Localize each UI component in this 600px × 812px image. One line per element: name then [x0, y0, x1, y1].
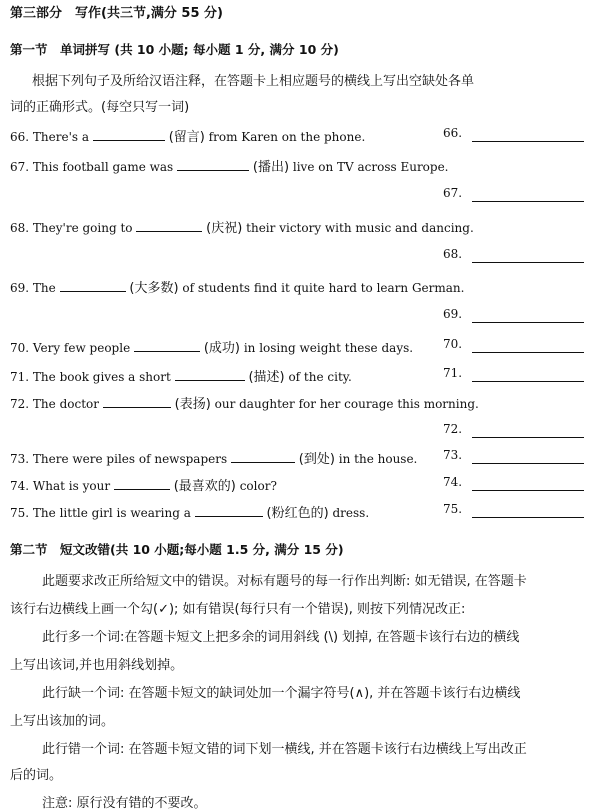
question-number: 74.	[10, 479, 30, 493]
hint: (大多数)	[129, 281, 179, 296]
answer-line-70[interactable]	[472, 351, 584, 353]
blank	[136, 220, 202, 232]
question-70	[10, 337, 413, 356]
blank	[177, 159, 249, 171]
question-text-pre: The little girl is wearing a	[32, 506, 191, 520]
answer-number-67: 67.	[443, 186, 463, 200]
question-text-pre: The doctor	[32, 397, 99, 411]
hint: (庆祝)	[206, 221, 243, 236]
answer-number-74: 74.	[443, 475, 463, 489]
section2-para1-line1: 此题要求改正所给短文中的错误。对标有题号的每一行作出判断: 如无错误, 在答题卡	[42, 574, 527, 589]
section2-para2-line1: 此行多一个词:在答题卡短文上把多余的词用斜线 (\) 划掉, 在答题卡该行右边的横线	[42, 630, 520, 645]
section2-title: 第二节 短文改错(共 10 小题;每小题 1.5 分, 满分 15 分)	[10, 542, 344, 557]
blank	[231, 451, 295, 463]
hint: (最喜欢的)	[173, 479, 236, 494]
section2-para3-line1: 此行缺一个词: 在答题卡短文的缺词处加一个漏字符号(∧), 并在答题卡该行右边横线	[42, 686, 521, 701]
hint: (描述)	[248, 370, 285, 385]
section2-para2-line2: 上写出该词,并也用斜线划掉。	[10, 658, 184, 673]
section2-para1-line2: 该行右边横线上画一个勾(✓); 如有错误(每行只有一个错误), 则按下列情况改正:	[10, 602, 466, 617]
question-71	[10, 366, 352, 385]
question-number: 75.	[10, 506, 30, 520]
section2-note: 注意: 原行没有错的不要改。	[42, 796, 207, 811]
question-text-post: in losing weight these days.	[243, 341, 414, 355]
question-number: 71.	[10, 370, 30, 384]
question-number: 73.	[10, 452, 30, 466]
answer-line-72[interactable]	[472, 436, 584, 438]
blank	[175, 369, 245, 381]
question-number: 70.	[10, 341, 30, 355]
answer-number-72: 72.	[443, 422, 463, 436]
blank	[93, 129, 165, 141]
question-66	[10, 126, 365, 145]
question-74	[10, 475, 277, 494]
answer-number-73: 73.	[443, 448, 463, 462]
question-number: 67.	[10, 160, 30, 174]
answer-line-66[interactable]	[472, 140, 584, 142]
answer-line-69[interactable]	[472, 321, 584, 323]
question-text-post: of students find it quite hard to learn German.	[182, 281, 465, 295]
hint: (表扬)	[174, 397, 211, 412]
blank	[195, 505, 263, 517]
question-72	[10, 393, 479, 412]
question-text-post: color?	[239, 479, 277, 493]
question-text-post: live on TV across Europe.	[292, 160, 449, 174]
answer-number-70: 70.	[443, 337, 463, 351]
question-number: 69.	[10, 281, 30, 295]
hint: (成功)	[203, 341, 240, 356]
answer-line-68[interactable]	[472, 261, 584, 263]
question-text-pre: This football game was	[32, 160, 174, 174]
section2-para4-line1: 此行错一个词: 在答题卡短文错的词下划一横线, 并在答题卡该行右边横线上写出改正	[42, 742, 527, 757]
question-69	[10, 277, 464, 296]
answer-number-68: 68.	[443, 247, 463, 261]
blank	[134, 340, 200, 352]
answer-number-69: 69.	[443, 307, 463, 321]
section1-title: 第一节 单词拼写 (共 10 小题; 每小题 1 分, 满分 10 分)	[10, 42, 339, 57]
question-text-pre: They're going to	[32, 221, 133, 235]
answer-number-75: 75.	[443, 502, 463, 516]
answer-line-75[interactable]	[472, 516, 584, 518]
section2-para4-line2: 后的词。	[10, 768, 63, 783]
hint: (播出)	[252, 160, 290, 175]
answer-line-67[interactable]	[472, 200, 584, 202]
hint: (粉红色的)	[266, 506, 329, 521]
blank	[114, 478, 170, 490]
question-text-pre: Very few people	[32, 341, 131, 355]
part-title: 第三部分 写作(共三节,满分 55 分)	[10, 6, 223, 21]
hint: (留言)	[168, 130, 205, 145]
question-text-pre: There were piles of newspapers	[32, 452, 228, 466]
section2-para3-line2: 上写出该加的词。	[10, 714, 115, 729]
question-text-post: our daughter for her courage this morning.	[214, 397, 479, 411]
question-number: 66.	[10, 130, 30, 144]
question-73	[10, 448, 417, 467]
answer-number-71: 71.	[443, 366, 463, 380]
question-text-post: from Karen on the phone.	[208, 130, 366, 144]
blank	[60, 280, 126, 292]
question-number: 72.	[10, 397, 30, 411]
question-text-post: their victory with music and dancing.	[246, 221, 474, 235]
question-text-pre: The book gives a short	[32, 370, 171, 384]
question-68	[10, 217, 474, 236]
blank	[103, 396, 171, 408]
question-text-pre: What is your	[32, 479, 111, 493]
section1-instruction-line2: 词的正确形式。(每空只写一词)	[10, 100, 190, 115]
answer-line-73[interactable]	[472, 462, 584, 464]
question-67	[10, 156, 449, 175]
question-text-post: in the house.	[338, 452, 418, 466]
answer-line-71[interactable]	[472, 380, 584, 382]
answer-line-74[interactable]	[472, 489, 584, 491]
question-number: 68.	[10, 221, 30, 235]
question-text-pre: The	[32, 281, 56, 295]
question-text-post: dress.	[332, 506, 370, 520]
question-text-pre: There's a	[32, 130, 90, 144]
section1-instruction-line1: 根据下列句子及所给汉语注释，在答题卡上相应题号的横线上写出空缺处各单	[32, 74, 475, 89]
answer-number-66: 66.	[443, 126, 463, 140]
hint: (到处)	[298, 452, 335, 467]
question-75	[10, 502, 369, 521]
question-text-post: of the city.	[288, 370, 352, 384]
